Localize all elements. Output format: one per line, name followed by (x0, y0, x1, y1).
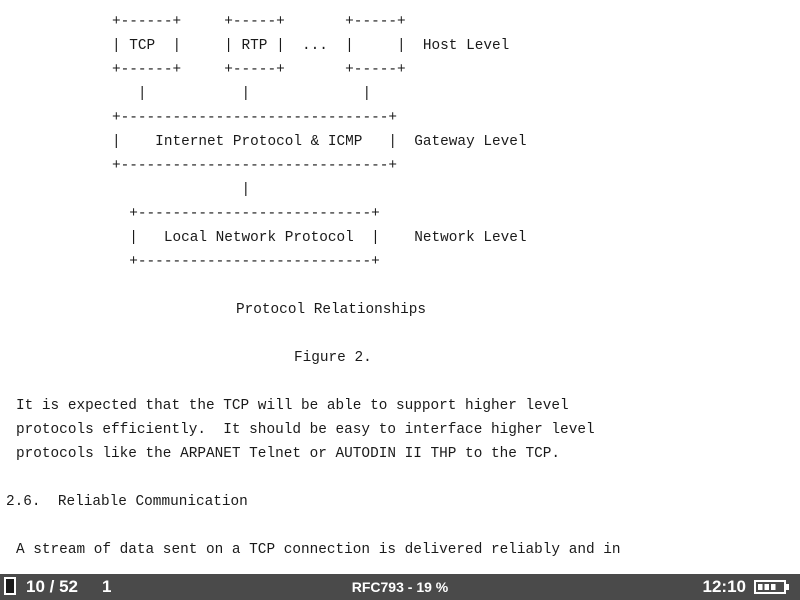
figure-number: Figure 2. (294, 350, 372, 366)
diagram-line: +-------------------------------+ (112, 158, 397, 174)
status-bar (0, 574, 800, 600)
diagram-line: | TCP | | RTP | ... | | Host Level (112, 38, 510, 54)
battery-icon (754, 580, 790, 594)
clock: 12:10 (702, 577, 746, 596)
paragraph-line: A stream of data sent on a TCP connection is delivered reliably and in (16, 542, 621, 558)
diagram-line: +---------------------------+ (112, 206, 380, 222)
paragraph-line: protocols like the ARPANET Telnet or AUTODIN II THP to the TCP. (16, 446, 561, 462)
diagram-line: | Internet Protocol & ICMP | Gateway Level (112, 134, 527, 150)
figure-caption: Protocol Relationships (236, 302, 426, 318)
paragraph-line: protocols efficiently. It should be easy to interface higher level (16, 422, 595, 438)
diagram-line: +---------------------------+ (112, 254, 380, 270)
diagram-line: | Local Network Protocol | Network Level (112, 230, 527, 246)
page-indicator[interactable]: 10 / 52 (26, 577, 78, 596)
diagram-line: +-------------------------------+ (112, 110, 397, 126)
battery-cell (771, 584, 776, 590)
diagram-line: +------+ +-----+ +-----+ (112, 62, 406, 78)
battery-cell (758, 584, 763, 590)
diagram-line: | | | (112, 86, 372, 102)
battery-cell (765, 584, 770, 590)
document-title: RFC793 - 19 % (351, 579, 449, 595)
diagram-line: | (112, 182, 251, 198)
chapter-indicator: 1 (102, 577, 112, 596)
diagram-line: +------+ +-----+ +-----+ (112, 14, 406, 30)
section-heading: 2.6. Reliable Communication (6, 494, 248, 510)
paragraph-line: It is expected that the TCP will be able to support higher level (16, 398, 569, 414)
